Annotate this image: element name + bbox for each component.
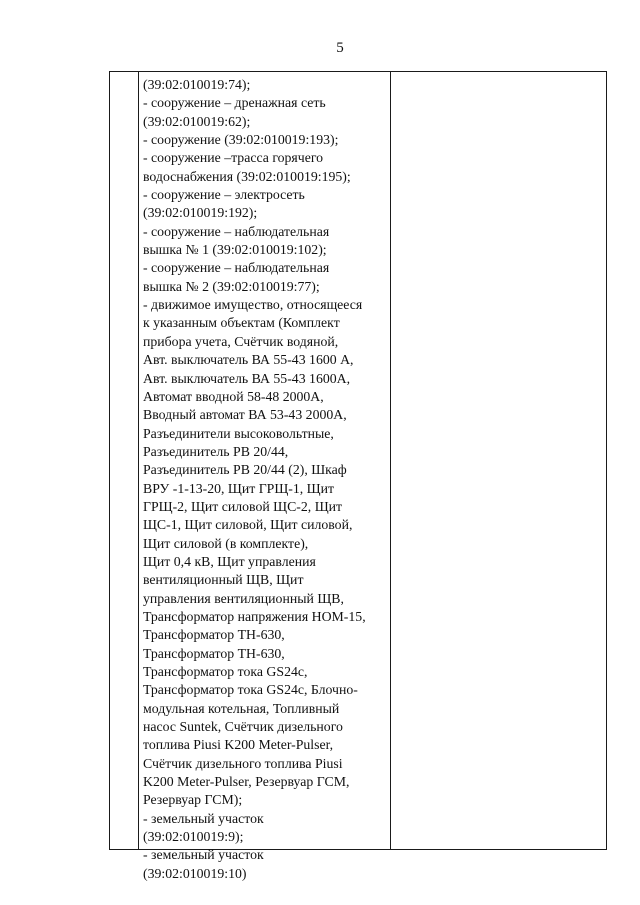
property-list-line: Авт. выключатель ВА 55-43 1600А, [143, 370, 351, 386]
property-list-line: ВРУ -1-13-20, Щит ГРЩ-1, Щит [143, 480, 334, 496]
property-list-line: Трансформатор тока GS24c, Блочно- [143, 682, 358, 698]
property-list-line: Щит силовой (в комплекте), [143, 535, 309, 551]
property-list-line: Трансформатор ТН-630, [143, 645, 285, 661]
property-list-line: прибора учета, Счётчик водяной, [143, 333, 339, 349]
property-list-line: ЩС-1, Щит силовой, Щит силовой, [143, 517, 353, 533]
property-list-line: Авт. выключатель ВА 55-43 1600 А, [143, 352, 354, 368]
property-list-line: (39:02:010019:74); [143, 77, 251, 92]
table-column-divider-left [138, 72, 139, 849]
property-list-line: (39:02:010019:62); [143, 113, 251, 129]
property-list-line: Разъединители высоковольтные, [143, 425, 334, 441]
property-list-line: - сооружение – наблюдательная [143, 223, 330, 239]
property-list-line: насос Suntek, Счётчик дизельного [143, 719, 343, 735]
property-list-line: ГРЩ-2, Щит силовой ЩС-2, Щит [143, 498, 343, 514]
property-list-line: - сооружение – электросеть [143, 187, 305, 203]
property-list-line: - движимое имущество, относящееся [143, 297, 363, 313]
property-list-line: Щит 0,4 кВ, Щит управления [143, 553, 316, 569]
property-list-line: вентиляционный ЩВ, Щит [143, 572, 304, 588]
property-list-line: Разъединитель РВ 20/44 (2), Шкаф [143, 462, 347, 478]
property-list-line: (39:02:010019:192); [143, 205, 258, 221]
property-list-line: управления вентиляционный ЩВ, [143, 590, 344, 606]
property-list-line: Вводный автомат ВА 53-43 2000А, [143, 407, 347, 423]
page-number: 5 [336, 40, 344, 56]
property-list-line: Трансформатор ТН-630, [143, 627, 285, 643]
property-list-line: Трансформатор тока GS24c, [143, 664, 308, 679]
property-list-line: K200 Meter-Pulser, Резервуар ГСМ, [143, 774, 350, 790]
property-list-line: модульная котельная, Топливный [143, 700, 340, 716]
property-list-line: вышка № 2 (39:02:010019:77); [143, 278, 320, 294]
property-list-line: - земельный участок [143, 810, 264, 826]
property-list-line: - сооружение –трасса горячего [143, 150, 324, 166]
property-list-cell [143, 76, 393, 883]
property-list-line: Счётчик дизельного топлива Piusi [143, 755, 343, 771]
property-list-line: топлива Piusi K200 Meter-Pulser, [143, 737, 334, 753]
property-list-line: - сооружение – наблюдательная [143, 260, 330, 276]
property-list-line: - сооружение (39:02:010019:193); [143, 132, 339, 148]
property-list-line: Трансформатор напряжения НОМ-15, [143, 608, 366, 624]
property-list-line: (39:02:010019:9); [143, 829, 244, 845]
property-list-line: водоснабжения (39:02:010019:195); [143, 168, 351, 184]
property-list-line: - сооружение – дренажная сеть [143, 95, 326, 111]
property-list-line: вышка № 1 (39:02:010019:102); [143, 242, 327, 258]
property-list-line: Разъединитель РВ 20/44, [143, 443, 289, 459]
property-list-line: Автомат вводной 58-48 2000А, [143, 388, 324, 404]
property-table [109, 71, 607, 881]
property-list-line: (39:02:010019:10) [143, 865, 247, 881]
property-list-line: Резервуар ГСМ); [143, 792, 243, 808]
property-list-line: - земельный участок [143, 847, 264, 863]
property-list-line: к указанным объектам (Комплект [143, 315, 340, 331]
